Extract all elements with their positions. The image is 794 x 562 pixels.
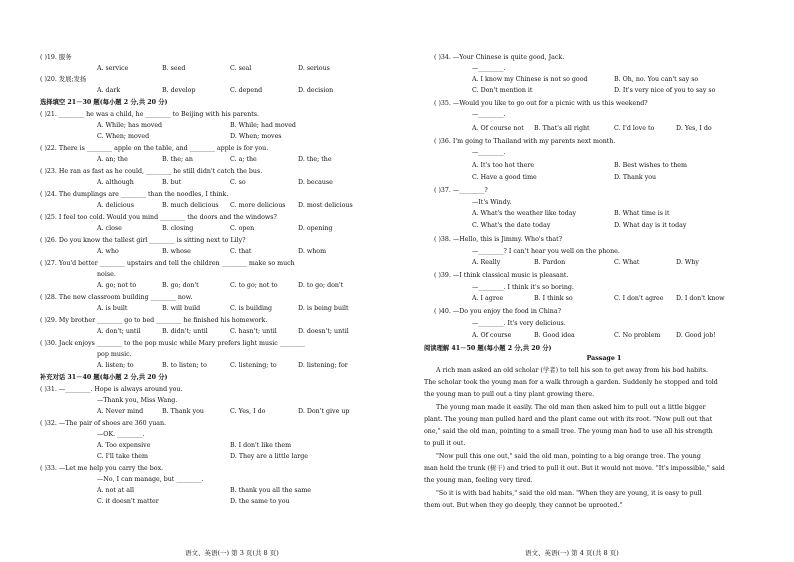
text-line: 阅读理解 41－50 题(每小题 2 分,共 20 分) bbox=[424, 345, 552, 352]
text-line: B. While; had moved bbox=[230, 122, 296, 129]
text-line: ( )29. My brother ________ go to bed ________ he finished his homework. bbox=[40, 317, 268, 324]
text-line: the young man, feeling very tired. bbox=[424, 477, 533, 484]
text-line: C. to go; not to bbox=[230, 282, 278, 289]
text-line: ( )32. —The pair of shoes are 360 yuan. bbox=[40, 420, 167, 427]
text-line: —OK. ________. bbox=[97, 431, 145, 438]
text-line: B. I don't like them bbox=[230, 442, 292, 449]
text-line: D. Don't give up bbox=[298, 408, 350, 415]
text-line: D. listening; for bbox=[298, 362, 348, 369]
text-line: A. Too expensive bbox=[97, 442, 151, 449]
left-page bbox=[40, 0, 410, 562]
text-line: ( )21. ________ he was a child, he ________ to Beijing with his parents. bbox=[40, 111, 260, 118]
text-line: A. listen; to bbox=[97, 362, 134, 369]
text-line: A. who bbox=[97, 248, 119, 255]
text-line: D. Yes, I do bbox=[676, 125, 712, 132]
text-line: pop music. bbox=[97, 351, 132, 358]
text-line: A. Really bbox=[472, 259, 501, 266]
text-line: —________? I can't hear you well on the phone. bbox=[472, 248, 620, 255]
text-line: B. but bbox=[162, 179, 182, 186]
text-line: one," said the old man, pointing to a small tree. The young man had to use all his strength bbox=[424, 428, 713, 435]
text-line: 选择填空 21－30 题(每小题 2 分,共 20 分) bbox=[40, 99, 168, 106]
text-line: A rich man asked an old scholar (学者) to tell his son to get away from his bad habits. bbox=[436, 367, 708, 374]
text-line: A. Of course not bbox=[472, 125, 524, 132]
text-line: B. to listen; to bbox=[162, 362, 207, 369]
text-line: B. whose bbox=[162, 248, 191, 255]
text-line: D. serious bbox=[298, 65, 330, 72]
text-line: C. seal bbox=[230, 65, 252, 72]
text-line: B. Good idea bbox=[534, 332, 575, 339]
text-line: ( )23. He ran as fast as he could, ________ he still didn't catch the bus. bbox=[40, 168, 263, 175]
text-line: D. most delicious bbox=[298, 202, 353, 209]
text-line: B. I think so bbox=[534, 295, 573, 302]
text-line: ( )28. The new classroom building ________ now. bbox=[40, 294, 193, 301]
text-line: ( )37. —________? bbox=[434, 187, 488, 194]
text-line: D. opening bbox=[298, 225, 333, 232]
text-line: —________. bbox=[472, 65, 506, 72]
text-line: C. hasn't; until bbox=[230, 328, 277, 335]
text-line: A. go; not to bbox=[97, 282, 137, 289]
text-line: C. it doesn't matter bbox=[97, 498, 159, 505]
text-line: C. Have a good time bbox=[472, 174, 537, 181]
text-line: B. Oh, no. You can't say so bbox=[614, 76, 699, 83]
text-line: ( )22. There is ________ apple on the table, and ________ apple is for you. bbox=[40, 145, 269, 152]
text-line: A. close bbox=[97, 225, 122, 232]
text-line: D. whom bbox=[298, 248, 327, 255]
text-line: The scholar took the young man for a walk through a garden. Suddenly he stopped and told bbox=[424, 379, 718, 386]
text-line: C. listening; to bbox=[230, 362, 277, 369]
text-line: —It's Windy. bbox=[472, 199, 512, 206]
text-line: C. depend bbox=[230, 87, 263, 94]
text-line: ( )34. —Your Chinese is quite good, Jack. bbox=[434, 54, 565, 61]
text-line: B. develop bbox=[162, 87, 196, 94]
text-line: ( )33. —Let me help you carry the box. bbox=[40, 465, 164, 472]
text-line: A. Never mind bbox=[97, 408, 144, 415]
text-line: D. doesn't; until bbox=[298, 328, 349, 335]
text-line: B. Best wishes to them bbox=[614, 162, 688, 169]
passage-title: Passage 1 bbox=[586, 355, 622, 362]
text-line: ( )30. Jack enjoys ________ to the pop music while Mary prefers light music ________ bbox=[40, 340, 306, 347]
text-line: C. What bbox=[614, 259, 640, 266]
text-line: A. It's too hot there bbox=[472, 162, 535, 169]
text-line: D. Why bbox=[676, 259, 699, 266]
text-line: C. I'll take them bbox=[97, 453, 148, 460]
text-line: A. While; has moved bbox=[97, 122, 163, 129]
text-line: B. That's all right bbox=[534, 125, 590, 132]
text-line: C. I'd love to bbox=[614, 125, 655, 132]
text-line: B. didn't; until bbox=[162, 328, 208, 335]
text-line: B. thank you all the same bbox=[230, 487, 312, 494]
text-line: man held the trunk (树干) and tried to pull it out. But it would not move. "It's impossible," said bbox=[424, 465, 725, 472]
text-line: plant. The young man pulled hard and the plant came out with its root. "Now pull out that bbox=[424, 416, 713, 423]
text-line: A. not at all bbox=[97, 487, 134, 494]
text-line: B. the; an bbox=[162, 156, 193, 163]
text-line: D. It's very nice of you to say so bbox=[614, 87, 716, 94]
text-line: C. No problem bbox=[614, 332, 661, 339]
text-line: D. the same to you bbox=[230, 498, 290, 505]
text-line: D. is being built bbox=[298, 305, 349, 312]
text-line: ( )27. You'd better ________ upstairs and tell the children ________ make so much bbox=[40, 260, 295, 267]
text-line: to pull it out. bbox=[424, 440, 466, 447]
text-line: noise. bbox=[97, 271, 116, 278]
text-line: ( )31. —________. Hope is always around you. bbox=[40, 386, 183, 393]
text-line: C. a; the bbox=[230, 156, 257, 163]
text-line: ( )19. 服务 bbox=[40, 54, 72, 61]
text-line: ( )20. 发展;发扬 bbox=[40, 76, 87, 83]
text-line: —Thank you, Miss Wang. bbox=[97, 397, 178, 404]
text-line: them out. But when they go deeply, they cannot be uprooted." bbox=[424, 502, 623, 509]
text-line: D. decision bbox=[298, 87, 334, 94]
text-line: A. although bbox=[97, 179, 134, 186]
text-line: B. Thank you bbox=[162, 408, 204, 415]
text-line: —No, I can manage, but ________. bbox=[97, 476, 204, 483]
text-line: D. to go; don't bbox=[298, 282, 344, 289]
text-line: B. Pardon bbox=[534, 259, 566, 266]
text-line: B. What time is it bbox=[614, 210, 670, 217]
text-line: the young man to pull out a tiny plant growing there. bbox=[424, 391, 595, 398]
right-footer: 语文、英语(一) 第 4 页(共 8 页) bbox=[525, 549, 619, 557]
text-line: A. don't; until bbox=[97, 328, 141, 335]
text-line: D. Good job! bbox=[676, 332, 716, 339]
text-line: —________. It's very delicious. bbox=[472, 320, 566, 327]
text-line: B. seed bbox=[162, 65, 186, 72]
text-line: D. I don't know bbox=[676, 295, 725, 302]
text-line: B. go; don't bbox=[162, 282, 199, 289]
text-line: C. more delicious bbox=[230, 202, 286, 209]
text-line: ( )24. The dumplings are ________ than the noodles, I think. bbox=[40, 191, 229, 198]
text-line: —________. bbox=[472, 111, 506, 118]
text-line: D. They are a little large bbox=[230, 453, 308, 460]
text-line: D. What day is it today bbox=[614, 222, 687, 229]
text-line: D. the; the bbox=[298, 156, 332, 163]
text-line: B. much delicious bbox=[162, 202, 219, 209]
text-line: D. because bbox=[298, 179, 333, 186]
text-line: C. I don't agree bbox=[614, 295, 664, 302]
text-line: ( )40. —Do you enjoy the food in China? bbox=[434, 308, 561, 315]
text-line: C. Don't mention it bbox=[472, 87, 533, 94]
text-line: C. Yes, I do bbox=[230, 408, 266, 415]
text-line: ( )25. I feel too cold. Would you mind ________ the doors and the windows? bbox=[40, 214, 277, 221]
text-line: "So it is with bad habits," said the old man. "When they are young, it is easy to pull bbox=[436, 490, 702, 497]
text-line: C. When; moved bbox=[97, 133, 150, 140]
text-line: —________. I think it's so boring. bbox=[472, 284, 574, 291]
right-page bbox=[424, 0, 794, 562]
text-line: C. so bbox=[230, 179, 246, 186]
text-line: ( )26. Do you know the tallest girl ________ is sitting next to Lily? bbox=[40, 237, 246, 244]
text-line: —________. bbox=[472, 149, 506, 156]
text-line: "Now pull this one out," said the old man, pointing to a big orange tree. The young bbox=[436, 453, 701, 460]
text-line: B. closing bbox=[162, 225, 194, 232]
text-line: B. will build bbox=[162, 305, 201, 312]
text-line: C. that bbox=[230, 248, 252, 255]
text-line: A. dark bbox=[97, 87, 121, 94]
text-line: A. I know my Chinese is not so good bbox=[472, 76, 588, 83]
text-line: A. service bbox=[97, 65, 129, 72]
text-line: A. is built bbox=[97, 305, 128, 312]
text-line: D. When; moves bbox=[230, 133, 282, 140]
text-line: A. Of course bbox=[472, 332, 512, 339]
text-line: The young man made it easily. The old man then asked him to pull out a little bigger bbox=[436, 404, 706, 411]
text-line: D. Thank you bbox=[614, 174, 657, 181]
text-line: A. an; the bbox=[97, 156, 128, 163]
text-line: ( )39. —I think classical music is pleasant. bbox=[434, 272, 569, 279]
text-line: 补充对话 31－40 题(每小题 2 分,共 20 分) bbox=[40, 374, 168, 381]
text-line: C. is building bbox=[230, 305, 273, 312]
text-line: A. delicious bbox=[97, 202, 134, 209]
text-line: ( )38. —Hello, this is Jimmy. Who's that? bbox=[434, 236, 563, 243]
text-line: C. What's the date today bbox=[472, 222, 551, 229]
left-footer: 语文、英语(一) 第 3 页(共 8 页) bbox=[185, 549, 279, 557]
text-line: A. What's the weather like today bbox=[472, 210, 577, 217]
text-line: ( )36. I'm going to Thailand with my parents next month. bbox=[434, 138, 616, 145]
text-line: A. I agree bbox=[472, 295, 504, 302]
text-line: C. open bbox=[230, 225, 255, 232]
text-line: ( )35. —Would you like to go out for a picnic with us this weekend? bbox=[434, 100, 648, 107]
